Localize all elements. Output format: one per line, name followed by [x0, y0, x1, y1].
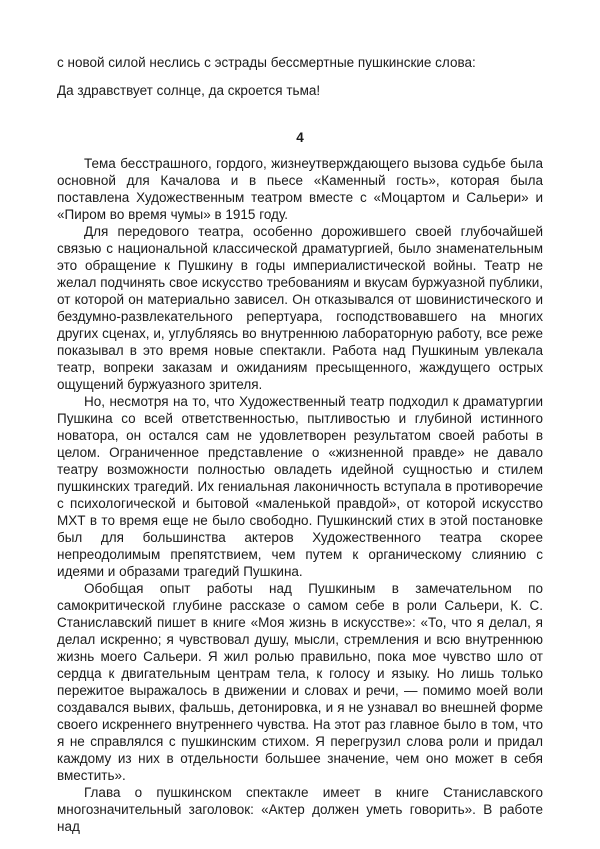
- paragraph-chapter-title: Глава о пушкинском спектакле имеет в книге Станиславского многозначительный заголовок: «Актер должен уметь говорить». В работе над: [57, 785, 543, 834]
- section-number-heading: 4: [296, 130, 304, 145]
- continuation-line: с новой силой неслись с эстрады бессмертные пушкинские слова:: [57, 55, 476, 70]
- paragraph-theatre-self-criticism: Но, несмотря на то, что Художественный театр подходил к драматургии Пушкина со всей ответственностью, пытливостью и глубиной истинного новатора, он остался сам не удовлетворен результатом своей работы в целом. Ограниченное представление о «жизненной правде» не давало театру возможности полностью овладеть идейной сущностью и стилем пушкинских трагедий. Их гениальная лаконичность вступала в противоречие с психологической и бытовой «маленькой правдой», от которой искусство МХТ в то время еще не было свободно. Пушкинский стих в этой постановке был для большинства актеров Художественного театра скорее непреодолимым препятствием, чем путем к органическому слиянию с идеями и образами трагедий Пушкина.: [57, 394, 543, 579]
- paragraph-kachalov-theme: Тема бесстрашного, гордого, жизнеутверждающего вызова судьбе была основной для Качалова и в пьесе «Каменный гость», которая была поставлена Художественным театром вместе с «Моцартом и Сальери» и «Пиром во время чумы» в 1915 году.: [57, 156, 543, 222]
- paragraph-theatre-wartime: Для передового театра, особенно дорожившего своей глубочайшей связью с национальной классической драматургией, было знаменательным это обращение к Пушкину в годы империалистической войны. Театр не желал подчинять свое искусство требованиям и вкусам буржуазной публики, от которой он материально зависел. Он отказывался от шовинистического и бездумно-развлекательного репертуара, господствовавшего на многих других сценах, и, углубляясь во внутреннюю лабораторную работу, все реже показывал в это время новые спектакли. Работа над Пушкиным увлекала театр, вопреки заказам и ожиданиям пресыщенного, жаждущего острых ощущений буржуазного зрителя.: [57, 224, 543, 392]
- paragraph-stanislavsky-quote: Обобщая опыт работы над Пушкиным в замечательном по самокритической глубине рассказе о самом себе в роли Сальери, К. С. Станиславский пишет в книге «Моя жизнь в искусстве»: «То, что я делал, я делал искренно; я чувствовал душу, мысли, стремления и всю внутреннюю жизнь моего Сальери. Я жил ролью правильно, пока мое чувство шло от сердца к двигательным центрам тела, к голосу и языку. Но лишь только пережитое выражалось в движении и словах и речи, — помимо моей воли создавался вывих, фальшь, детонировка, и я не узнавал во внешней форме своего искреннего внутреннего чувства. На этот раз главное было в том, что я не справлялся с пушкинским стихом. Я перегрузил слова роли и придал каждому из них в отдельности большее значение, чем оно может в себя вместить».: [57, 581, 543, 783]
- pushkin-verse-quote: Да здравствует солнце, да скроется тьма!: [57, 83, 321, 98]
